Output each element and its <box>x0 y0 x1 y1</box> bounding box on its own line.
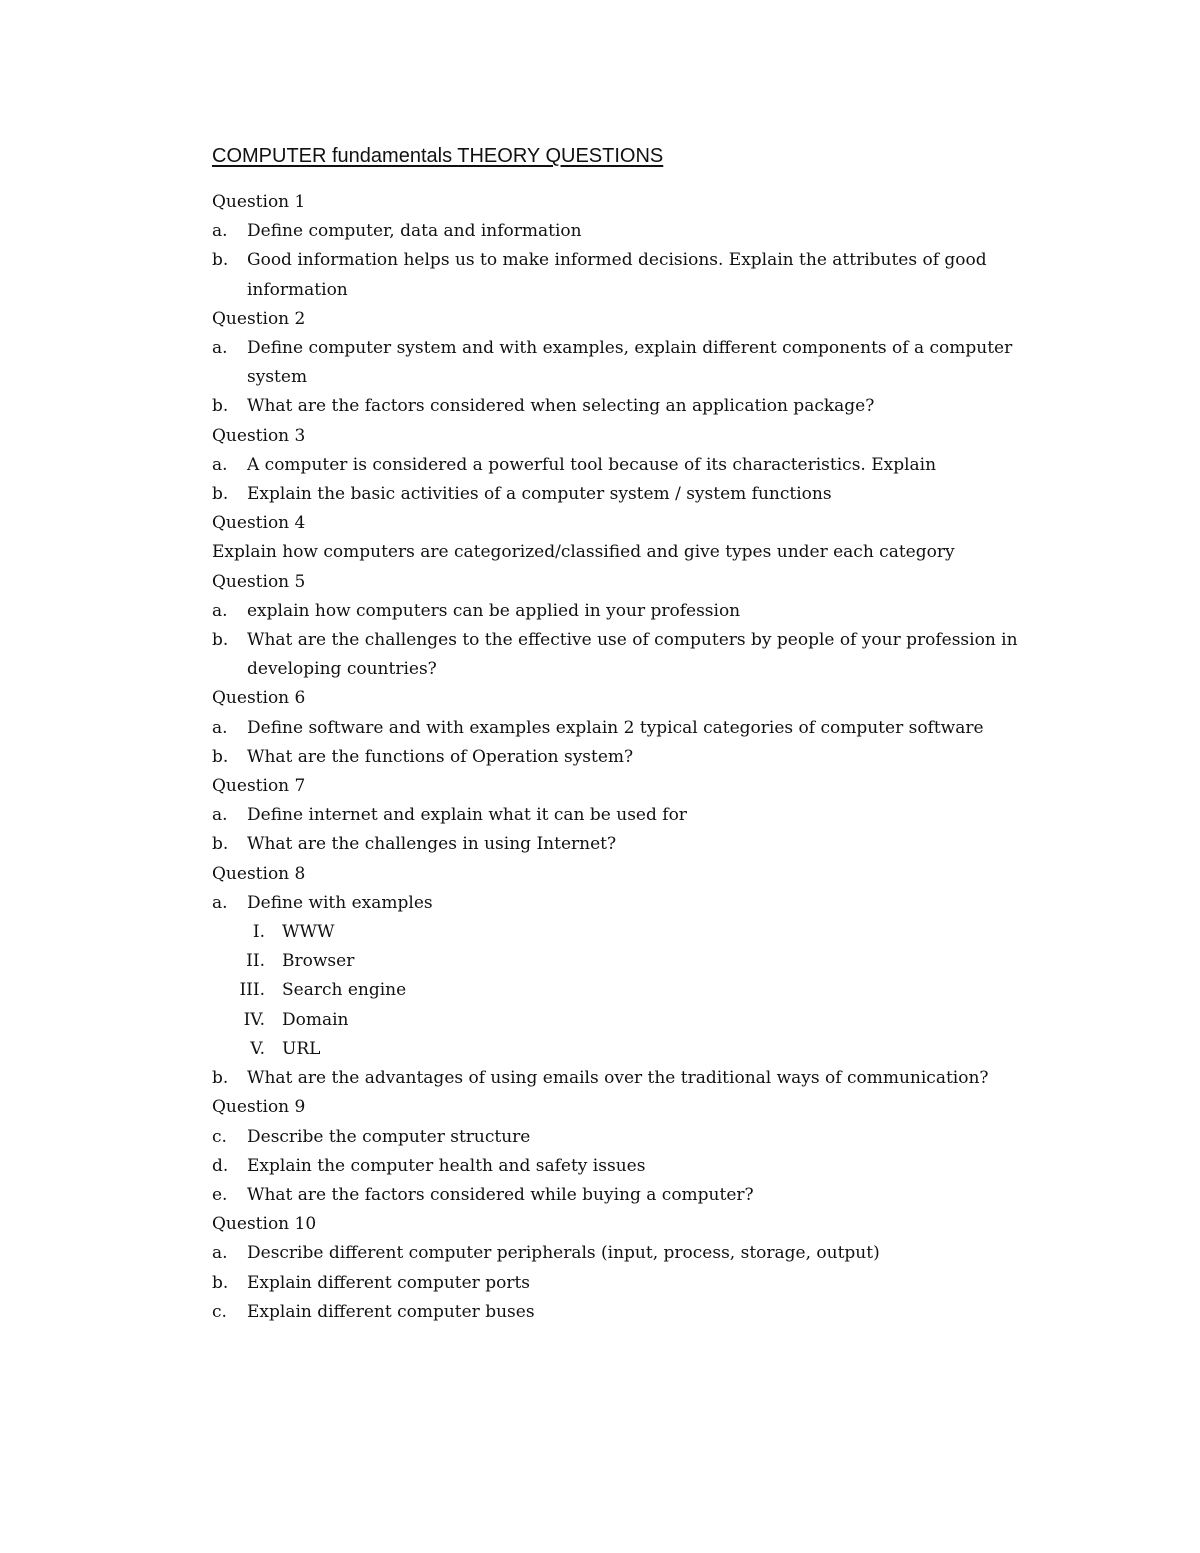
question-block <box>212 684 1072 772</box>
item-marker: a. <box>212 454 228 475</box>
question-heading: Question 5 <box>212 571 306 592</box>
item-marker: b. <box>212 484 229 505</box>
item-marker: c. <box>212 1126 227 1147</box>
item-text: Define with examples <box>247 892 433 913</box>
item-text: What are the factors considered while buying a computer? <box>247 1184 754 1205</box>
item-marker: b. <box>212 746 229 767</box>
item-text: Define software and with examples explain 2 typical categories of computer software <box>247 717 984 738</box>
question-item <box>212 626 1072 684</box>
item-text: Explain different computer ports <box>247 1272 530 1293</box>
question-item <box>212 451 1072 480</box>
question-block <box>212 568 1072 685</box>
item-text: Describe the computer structure <box>247 1126 531 1147</box>
item-text: Define internet and explain what it can be used for <box>247 805 687 826</box>
item-marker: c. <box>212 1301 227 1322</box>
question-item <box>212 714 1072 743</box>
question-item <box>212 1181 1072 1210</box>
item-marker: d. <box>212 1155 229 1176</box>
sub-item-text: Search engine <box>282 980 407 1001</box>
question-item <box>212 246 1072 304</box>
item-marker: a. <box>212 805 228 826</box>
item-marker: b. <box>212 630 229 651</box>
question-item <box>212 1269 1072 1298</box>
item-text: explain how computers can be applied in your profession <box>247 600 741 621</box>
question-item <box>212 334 1072 392</box>
sub-item-text: URL <box>282 1038 321 1059</box>
question-heading: Question 1 <box>212 192 306 212</box>
question-block <box>212 1093 1072 1210</box>
question-item <box>212 1239 1072 1268</box>
sub-item-marker: IV. <box>243 1009 265 1030</box>
question-heading: Question 10 <box>212 1214 317 1235</box>
sub-item <box>212 947 1072 976</box>
sub-item-text: WWW <box>282 922 335 943</box>
question-item <box>212 801 1072 830</box>
sub-item <box>212 1035 1072 1064</box>
question-block <box>212 188 1072 305</box>
sub-item-text: Browser <box>282 951 355 972</box>
sub-item-marker: I. <box>252 922 265 943</box>
question-heading: Question 8 <box>212 863 306 884</box>
question-list <box>212 188 1072 1327</box>
question-text: Explain how computers are categorized/classified and give types under each category <box>212 542 955 563</box>
question-block <box>212 772 1072 860</box>
item-marker: b. <box>212 396 229 417</box>
sub-item-marker: III. <box>239 980 265 1001</box>
item-marker: a. <box>212 600 228 621</box>
item-text: Explain the basic activities of a computer system / system functions <box>247 484 832 505</box>
question-block <box>212 305 1072 422</box>
item-marker: b. <box>212 1272 229 1293</box>
question-item <box>212 1064 1072 1093</box>
item-text: What are the functions of Operation system? <box>247 746 634 767</box>
item-text: Good information helps us to make informed decisions. Explain the attributes of good information <box>247 250 987 300</box>
question-heading: Question 2 <box>212 308 306 329</box>
question-item <box>212 1152 1072 1181</box>
item-text: What are the factors considered when selecting an application package? <box>247 396 875 417</box>
item-text: A computer is considered a powerful tool because of its characteristics. Explain <box>247 454 937 475</box>
document-title: COMPUTER fundamentals THEORY QUESTIONS <box>212 145 664 167</box>
question-heading: Question 4 <box>212 513 306 534</box>
item-text: Define computer system and with examples, explain different components of a computer system <box>247 338 1013 388</box>
sub-item-text: Domain <box>282 1009 349 1030</box>
item-marker: e. <box>212 1184 228 1205</box>
question-item <box>212 1298 1072 1327</box>
item-text: What are the challenges in using Internet? <box>247 834 617 855</box>
question-heading: Question 3 <box>212 425 306 446</box>
item-text: Describe different computer peripherals (input, process, storage, output) <box>247 1243 880 1264</box>
item-marker: b. <box>212 834 229 855</box>
sub-item <box>212 918 1072 947</box>
question-item <box>212 889 1072 918</box>
item-marker: b. <box>212 250 229 271</box>
question-block <box>212 860 1072 1094</box>
sub-item-marker: V. <box>250 1038 265 1059</box>
sub-item <box>212 976 1072 1005</box>
item-text: Explain different computer buses <box>247 1301 535 1322</box>
question-heading: Question 9 <box>212 1097 306 1118</box>
question-heading: Question 7 <box>212 776 306 797</box>
question-item <box>212 743 1072 772</box>
sub-item <box>212 1006 1072 1035</box>
item-marker: a. <box>212 221 228 242</box>
question-block <box>212 1210 1072 1327</box>
item-marker: b. <box>212 1068 229 1089</box>
item-text: What are the challenges to the effective use of computers by people of your profession in developing countries? <box>247 630 1018 680</box>
item-marker: a. <box>212 717 228 738</box>
question-block <box>212 509 1072 567</box>
item-marker: a. <box>212 892 228 913</box>
item-text: Define computer, data and information <box>247 221 582 242</box>
item-marker: a. <box>212 338 228 359</box>
item-text: What are the advantages of using emails over the traditional ways of communication? <box>247 1068 989 1089</box>
question-item <box>212 480 1072 509</box>
question-item <box>212 597 1072 626</box>
question-heading: Question 6 <box>212 688 306 709</box>
question-item <box>212 830 1072 859</box>
question-item <box>212 392 1072 421</box>
question-item <box>212 217 1072 246</box>
sub-item-marker: II. <box>246 951 265 972</box>
item-text: Explain the computer health and safety issues <box>247 1155 646 1176</box>
question-item <box>212 1123 1072 1152</box>
question-block <box>212 422 1072 510</box>
item-marker: a. <box>212 1243 228 1264</box>
